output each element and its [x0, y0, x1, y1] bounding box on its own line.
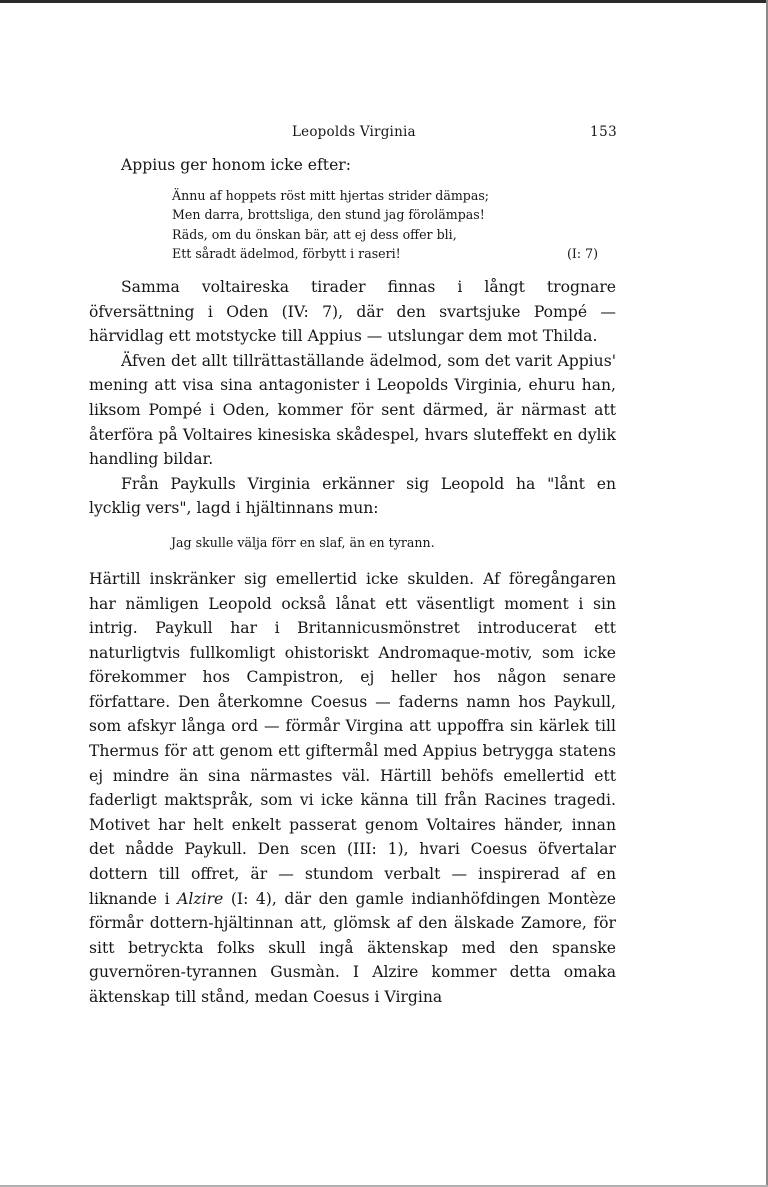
verse-line: Ännu af hoppets röst mitt hjertas strider dämpas; [172, 187, 490, 203]
verse-line-last [172, 244, 616, 264]
paragraph: Samma voltaireska tirader finnas i långt trognare öfversättning i Oden (IV: 7), där den svartsjuke Pompé — härvidlag ett motstycke till Appius — utslungar dem mot Thilda. [89, 277, 616, 346]
intro-line: Appius ger honom icke efter: [121, 156, 352, 174]
verse-line-text: Ett såradt ädelmod, förbytt i raseri! [172, 246, 401, 262]
single-verse-quotation: Jag skulle välja förr en slaf, än en tyrann. [171, 534, 435, 550]
paragraph-text: (I: 4), där den gamle indianhöfdingen Montèze förmår dottern-hjältinnan att, glömsk af den älskade Zamore, för sitt betryckta folks skull ingå äktenskap med den spanske guvernören-tyrannen Gusmàn. I Alzire kommer detta omaka äktenskap till stånd, medan Coesus i Virgina [89, 889, 616, 1006]
verse-quotation [172, 186, 616, 264]
verse-line: Räds, om du önskan bär, att ej dess offer bli, [172, 226, 457, 242]
paragraph: Från Paykulls Virginia erkänner sig Leopold ha "lånt en lycklig vers", lagd i hjältinnans mun: [89, 474, 616, 518]
running-title: Leopolds Virginia [292, 124, 416, 140]
paragraph: Äfven det allt tillrättaställande ädelmod, som det varit Appius' mening att visa sina antagonister i Leopolds Virginia, ehuru han, liksom Pompé i Oden, kommer för sent därmed, är närmast att återföra på Voltaires kinesiska skådespel, hvars sluteffekt en dylik handling bildar. [89, 351, 616, 469]
paragraph-main [89, 567, 616, 1010]
scan-edge-top [0, 0, 768, 3]
verse-reference: (I: 7) [567, 246, 599, 262]
page-number: 153 [590, 124, 618, 140]
work-title: Alzire [177, 889, 224, 908]
page-body [89, 153, 616, 1010]
paragraph-text: Härtill inskränker sig emellertid icke skulden. Af föregångaren har nämligen Leopold också lånat ett väsentligt moment i sin intrig. Paykull har i Britannicusmönstret introducerat ett naturligtvis fullkomligt ohistoriskt Andromaque-motiv, som icke förekommer hos Campistron, ej heller hos någon senare författare. Den återkomne Coesus — faderns namn hos Paykull, som afskyr långa ord — förmår Virgina att uppoffra sin kärlek till Thermus för att genom ett giftermål med Appius betrygga statens ej mindre än sina närmastes väl. Härtill behöfs emellertid ett faderligt maktspråk, som vi icke känna till från Racines tragedi. Motivet har helt enkelt passerat genom Voltaires händer, innan det nådde Paykull. Den scen (III: 1), hvari Coesus öfvertalar dottern till offret, är — stundom verbalt — inspirerad af en liknande i [89, 569, 616, 908]
verse-line: Men darra, brottsliga, den stund jag förolämpas! [172, 207, 485, 223]
running-header [0, 124, 768, 144]
